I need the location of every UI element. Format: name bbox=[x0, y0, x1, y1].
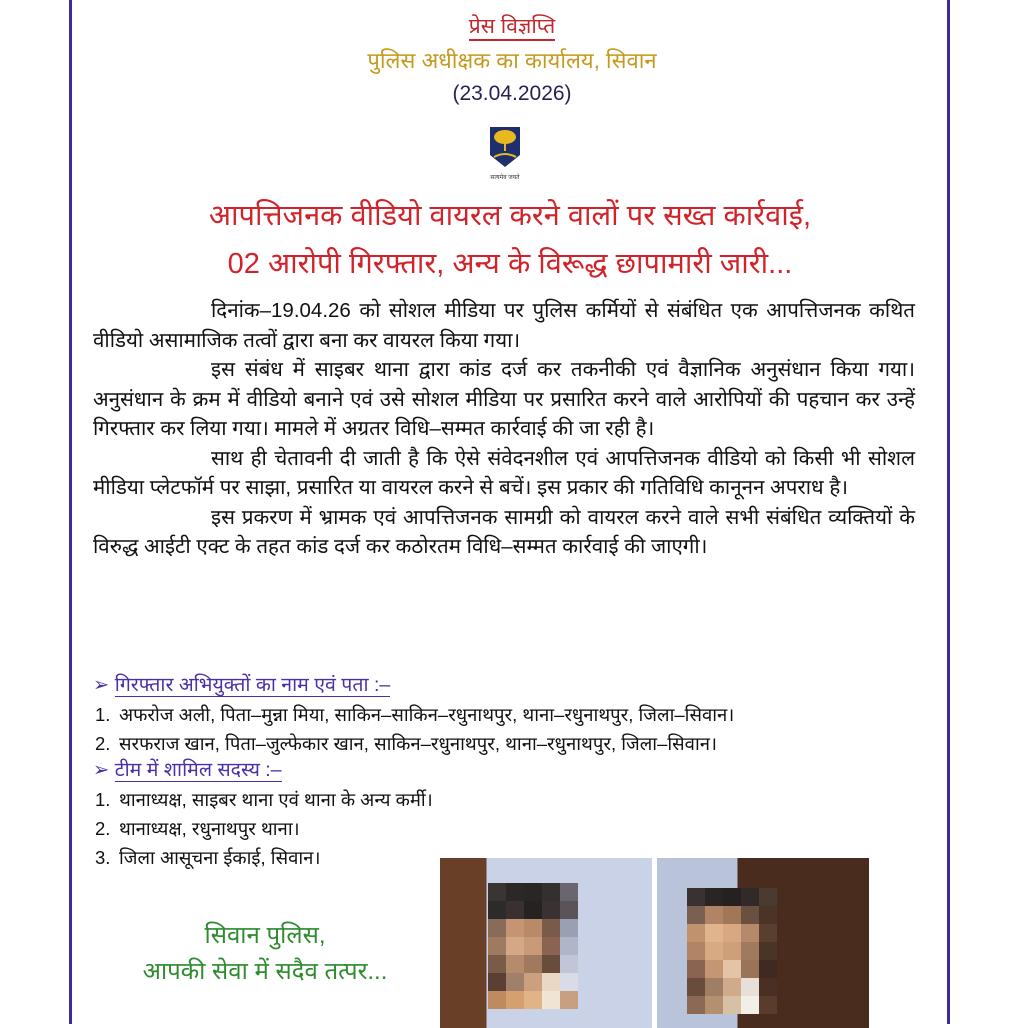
emblem-motto: सत्यमेव जयते bbox=[490, 175, 520, 181]
blurred-face bbox=[488, 883, 578, 1009]
item-number: 3. bbox=[95, 847, 111, 868]
body-text bbox=[93, 296, 915, 562]
paragraph: साथ ही चेतावनी दी जाती है कि ऐसे संवेदनशील एवं आपत्तिजनक वीडियो को किसी भी सोशल मीडिया प्लेटफॉर्म पर साझा, प्रसारित या वायरल करने से बचें। इस प्रकार की गतिविधि कानूनन अपराध है। bbox=[93, 446, 915, 499]
item-number: 1. bbox=[95, 789, 111, 810]
slogan-line-1: सिवान पुलिस, bbox=[204, 922, 326, 949]
press-release-title bbox=[0, 12, 1024, 40]
team-list bbox=[95, 785, 433, 872]
list-item bbox=[95, 700, 734, 729]
paragraph: इस प्रकरण में भ्रामक एवं आपत्तिजनक सामग्री को वायरल करने वाले सभी संबंधित व्यक्तियों के विरुद्ध आईटी एक्ट के तहत कांड दर्ज कर कठोरतम विधि–सम्मत कार्रवाई की जाएगी। bbox=[93, 505, 915, 558]
headline-line-2: 02 आरोपी गिरफ्तार, अन्य के विरूद्ध छापामारी जारी... bbox=[227, 248, 793, 280]
release-date: (23.04.2026) bbox=[452, 82, 572, 105]
item-number: 2. bbox=[95, 733, 111, 754]
item-text: अफरोज अली, पिता–मुन्ना मिया, साकिन–साकिन–रधुनाथपुर, थाना–रधुनाथपुर, जिला–सिवान। bbox=[119, 704, 735, 725]
blurred-face bbox=[687, 888, 777, 1014]
team-heading bbox=[93, 755, 282, 782]
headline-line-1: आपत्तिजनक वीडियो वायरल करने वालों पर सख्त कार्रवाई, bbox=[208, 200, 812, 232]
police-slogan bbox=[95, 918, 435, 990]
list-item bbox=[95, 785, 433, 814]
arrested-list bbox=[95, 700, 734, 758]
team-heading-text: टीम में शामिल सदस्य :– bbox=[114, 759, 282, 781]
bihar-police-emblem-icon bbox=[488, 125, 522, 169]
item-text: जिला आसूचना ईकाई, सिवान। bbox=[119, 847, 321, 868]
list-item bbox=[95, 814, 433, 843]
arrested-heading-text: गिरफ्तार अभियुक्तों का नाम एवं पता :– bbox=[114, 674, 391, 696]
slogan-line-2: आपकी सेवा में सदैव तत्पर... bbox=[142, 958, 388, 985]
accused-photo-1 bbox=[440, 858, 652, 1028]
item-number: 1. bbox=[95, 704, 111, 725]
arrested-heading bbox=[93, 670, 390, 697]
item-text: सरफराज खान, पिता–जुल्फेकार खान, साकिन–रधुनाथपुर, थाना–रधुनाथपुर, जिला–सिवान। bbox=[119, 733, 718, 754]
accused-photo-2 bbox=[657, 858, 869, 1028]
item-text: थानाध्यक्ष, साइबर थाना एवं थाना के अन्य कर्मी। bbox=[119, 789, 433, 810]
page-border-left bbox=[69, 0, 72, 1024]
list-item bbox=[95, 843, 433, 872]
office-name: पुलिस अधीक्षक का कार्यालय, सिवान bbox=[367, 48, 657, 73]
item-text: थानाध्यक्ष, रधुनाथपुर थाना। bbox=[119, 818, 300, 839]
arrow-bullet-icon: ➢ bbox=[93, 674, 110, 696]
title-text: प्रेस विज्ञप्ति bbox=[469, 15, 555, 41]
page-border-right bbox=[947, 0, 950, 1024]
paragraph: दिनांक–19.04.26 को सोशल मीडिया पर पुलिस कर्मियों से संबंधित एक आपत्तिजनक कथित वीडियो असामाजिक तत्वों द्वारा बना कर वायरल किया गया। bbox=[93, 299, 915, 352]
item-number: 2. bbox=[95, 818, 111, 839]
list-item bbox=[95, 729, 734, 758]
paragraph: इस संबंध में साइबर थाना द्वारा कांड दर्ज कर तकनीकी एवं वैज्ञानिक अनुसंधान किया गया। अनुसंधान के क्रम में वीडियो बनाने एवं उसे सोशल मीडिया पर प्रसारित करने वाले आरोपियों की पहचान कर उन्हें गिरफ्तार कर लिया गया। मामले में अग्रतर विधि–सम्मत कार्रवाई की जा रही है। bbox=[93, 358, 915, 440]
arrow-bullet-icon: ➢ bbox=[93, 759, 110, 781]
